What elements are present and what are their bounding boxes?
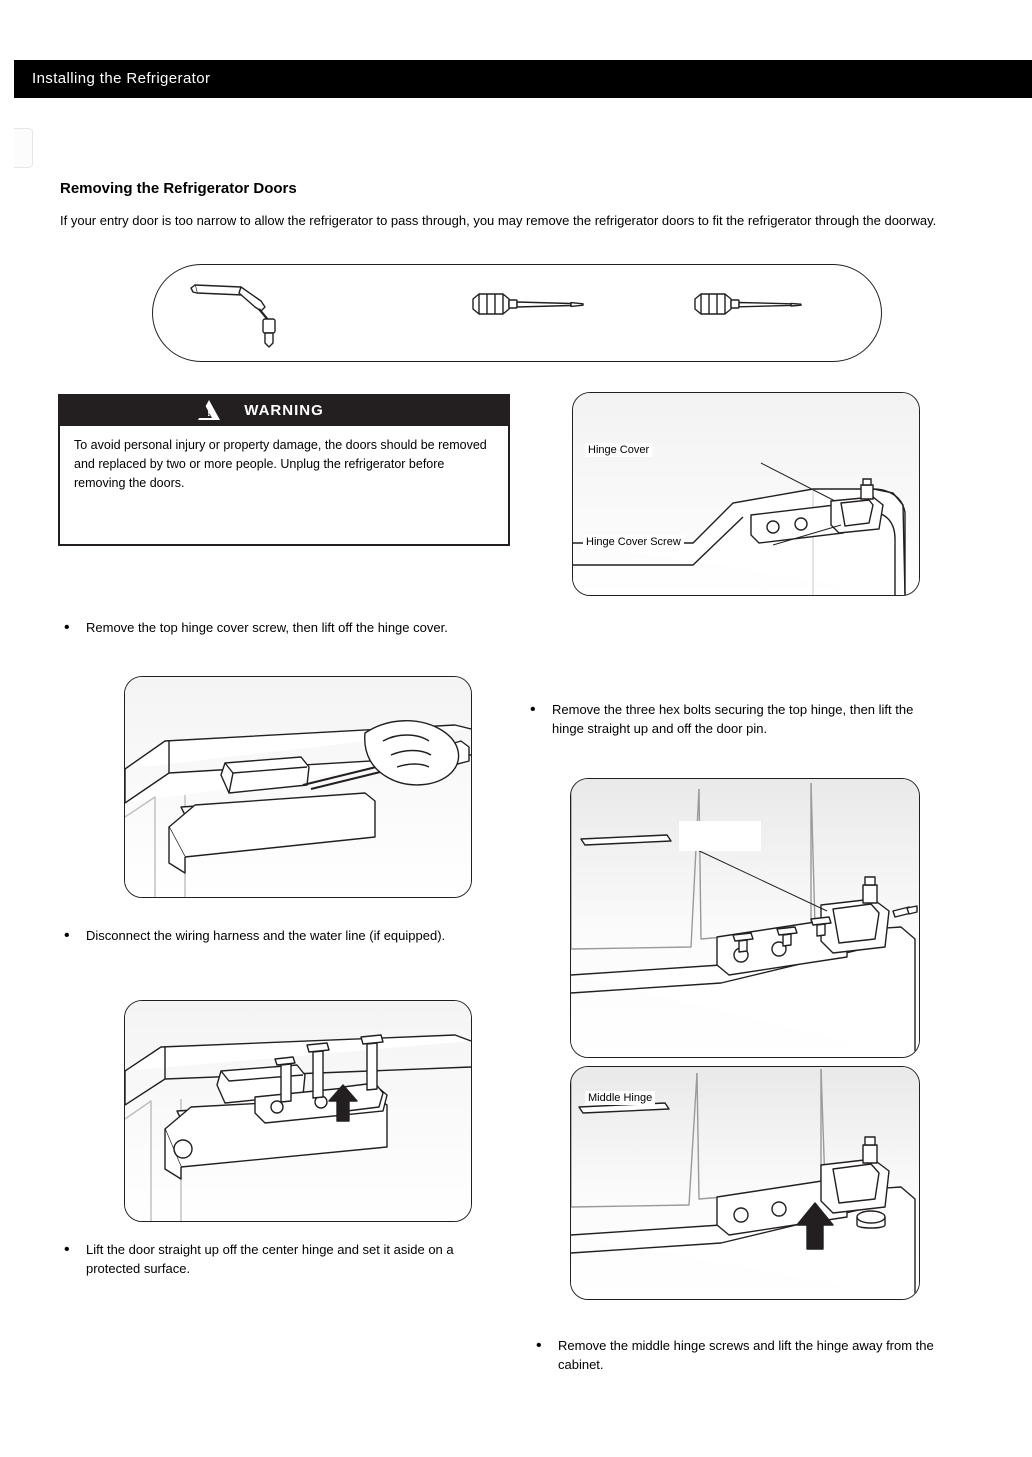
figure-hinge-cover bbox=[572, 392, 920, 596]
tools-required-box bbox=[152, 264, 882, 362]
hex-wrench-icon bbox=[173, 265, 353, 363]
section-title: Removing the Refrigerator Doors bbox=[60, 180, 297, 197]
bullet-step-4: • bbox=[64, 1241, 70, 1258]
bullet-step-2: • bbox=[64, 927, 70, 944]
section-intro-text: If your entry door is too narrow to allow the refrigerator to pass through, you may remove the refrigerator doors to fit the refrigerator through the doorway. bbox=[60, 213, 937, 228]
figure-cover-removal bbox=[124, 676, 472, 898]
phillips-screwdriver-icon bbox=[673, 265, 873, 363]
step-text-1: Remove the top hinge cover screw, then lift off the hinge cover. bbox=[86, 620, 448, 635]
warning-body-text: To avoid personal injury or property damage, the doors should be removed and replaced by two or more people. Unplug the refrigerator before removing the doors. bbox=[74, 438, 487, 490]
figure-top-hinge bbox=[570, 778, 920, 1058]
bullet-step-5: • bbox=[536, 1337, 542, 1354]
bullet-step-3: • bbox=[530, 701, 536, 718]
warning-header bbox=[60, 396, 508, 426]
callout-hinge-cover-screw: Hinge Cover Screw bbox=[583, 535, 684, 549]
step-text-5: Remove the middle hinge screws and lift the hinge away from the cabinet. bbox=[558, 1338, 934, 1372]
callout-top-hinge bbox=[681, 823, 687, 825]
page-header-bar bbox=[14, 60, 1032, 98]
step-text-3: Remove the three hex bolts securing the top hinge, then lift the hinge straight up and off the door pin. bbox=[552, 702, 914, 736]
figure-middle-hinge bbox=[570, 1066, 920, 1300]
warning-box bbox=[58, 394, 510, 546]
warning-exclamation-icon: ! bbox=[207, 407, 211, 419]
callout-hinge-cover: Hinge Cover bbox=[585, 443, 652, 457]
bullet-step-1: • bbox=[64, 619, 70, 636]
figure-hinge-bolts bbox=[124, 1000, 472, 1222]
step-text-4: Lift the door straight up off the center hinge and set it aside on a protected surface. bbox=[86, 1242, 454, 1276]
warning-title: WARNING bbox=[244, 402, 324, 419]
flat-screwdriver-icon bbox=[443, 265, 643, 363]
callout-middle-hinge: Middle Hinge bbox=[585, 1091, 655, 1105]
step-text-2: Disconnect the wiring harness and the water line (if equipped). bbox=[86, 928, 446, 943]
page-header-title: Installing the Refrigerator bbox=[32, 70, 211, 87]
page-edge-marker bbox=[14, 128, 33, 168]
